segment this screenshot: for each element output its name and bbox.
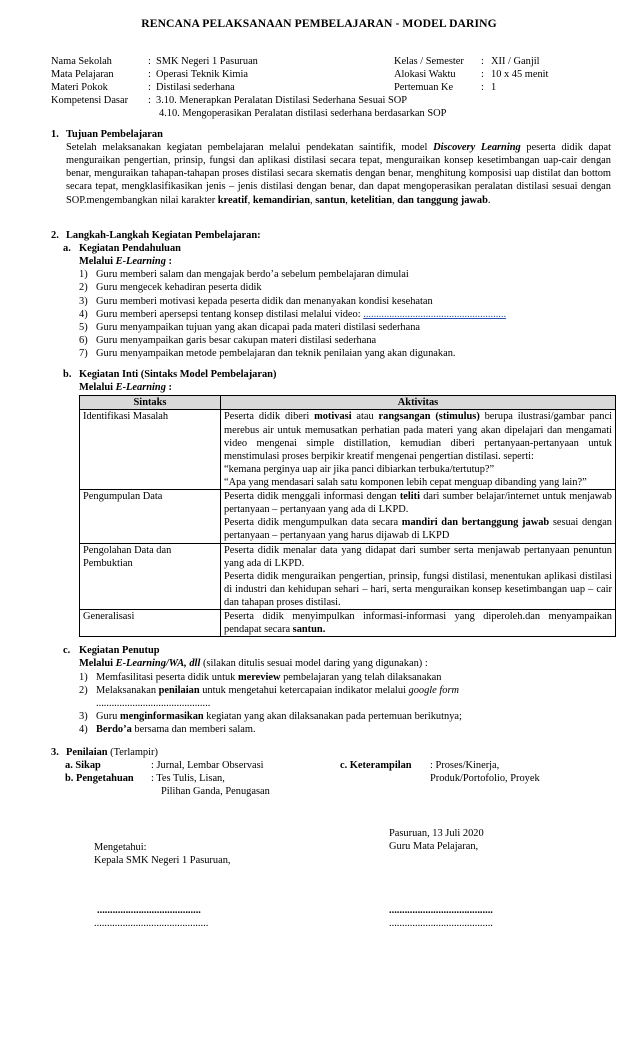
text: Melalui — [79, 382, 116, 394]
value: : Tes Tulis, Lisan, — [151, 773, 225, 785]
text: Setelah melaksanakan kegiatan pembelajaran melalui pendekatan saintifik, model — [66, 142, 434, 154]
list-item: 3) Guru memberi motivasi kepada peserta didik dan menanyakan kondisi kesehatan — [79, 295, 433, 307]
signature-line-kepala — [94, 904, 297, 930]
text: mereview — [237, 671, 281, 683]
via-line — [79, 255, 611, 268]
sikap-row — [65, 759, 340, 772]
aktivitas-cell — [221, 610, 616, 637]
karakter-tanggung-jawab: dan tanggung jawab — [397, 194, 488, 206]
colon: : — [148, 69, 151, 80]
section-number: 3. — [51, 747, 59, 759]
text: Guru — [96, 710, 120, 722]
text: rangsangan (stimulus) — [378, 411, 480, 423]
label-mata-pelajaran: Mata Pelajaran — [51, 69, 114, 80]
section-title — [51, 746, 611, 759]
text: E-Learning — [115, 382, 166, 394]
signature-guru — [389, 827, 589, 853]
section-title — [51, 128, 611, 141]
value-alokasi: 10 x 45 menit — [491, 69, 549, 80]
header-row-kd — [51, 94, 611, 120]
table-header — [80, 396, 616, 410]
section-langkah — [51, 229, 611, 798]
text: penilaian — [158, 684, 200, 696]
text: Peserta didik menggali informasi dengan — [224, 491, 400, 503]
colon: : — [481, 56, 484, 67]
label-alokasi: Alokasi Waktu — [394, 69, 456, 80]
section-heading: Tujuan Pembelajaran — [66, 129, 163, 140]
colon: : — [481, 82, 484, 93]
section-number: 1. — [51, 129, 59, 140]
place-date: Pasuruan, 13 Juli 2020 — [389, 828, 484, 839]
sep: , — [392, 194, 398, 206]
table-row — [80, 610, 616, 637]
text: Memfasilitasi peserta didik untuk — [96, 671, 238, 683]
text: E-Learning — [115, 256, 166, 268]
kd-values — [156, 94, 446, 120]
value-nama-sekolah: SMK Negeri 1 Pasuruan — [156, 56, 258, 67]
aktivitas-cell — [221, 410, 616, 490]
penutup-list — [79, 671, 611, 737]
list-item: 1) Memfasilitasi peserta didik untuk mereview pembelajaran yang telah dilaksanakan — [79, 671, 442, 683]
value: Pilihan Ganda, Penugasan — [161, 786, 270, 798]
label: b. Pengetahuan — [65, 773, 134, 785]
label-kelas: Kelas / Semester — [394, 56, 464, 67]
list-item-text: Guru menyampaikan metode pembelajaran dan teknik penilaian yang akan digunakan. — [96, 347, 456, 359]
text: berupa ilustrasi/gambar panci merebus air untuk memusatkan perhatian pada materi yang akan dipelajari dan mengamati video mengenai simple distillation, kemudian diberi pertanyaan-pertanyaan untuk menstimulasi proses berpikir kreatif mengenai pengertian distilasi. seperti: — [224, 411, 612, 462]
text: untuk mengetahui ketercapaian indikator melalui — [199, 684, 409, 696]
column-header-sintaks: Sintaks — [80, 396, 221, 410]
text: santun. — [292, 624, 326, 636]
text: Pembuktian — [83, 557, 133, 569]
kepala-title: Kepala SMK Negeri 1 Pasuruan, — [94, 855, 231, 867]
text: mandiri dan bertanggung jawab — [401, 517, 550, 529]
list-item: 7) Guru menyampaikan metode pembelajaran dan teknik penilaian yang akan digunakan. — [79, 347, 456, 359]
mengetahui: Mengetahui: — [94, 842, 147, 853]
guru-title: Guru Mata Pelajaran, — [389, 841, 479, 853]
sintaks-cell — [80, 543, 221, 610]
subsection-heading: Kegiatan Penutup — [79, 645, 160, 657]
sep: , — [345, 194, 351, 206]
value-materi-pokok: Distilasi sederhana — [156, 82, 235, 93]
list-item-text: Guru mengecek kehadiran peserta didik — [96, 282, 262, 294]
sintaks-cell: Generalisasi — [80, 610, 221, 637]
text: atau — [351, 411, 379, 423]
table-row — [80, 410, 616, 490]
section-title — [51, 229, 611, 242]
label-pertemuan: Pertemuan Ke — [394, 82, 454, 93]
label-materi-pokok: Materi Pokok — [51, 82, 108, 93]
value-kelas: XII / Ganjil — [491, 56, 540, 67]
text: (Terlampir) — [107, 747, 158, 759]
section-penilaian — [51, 746, 611, 798]
table-row — [80, 543, 616, 610]
sintaks-cell: Identifikasi Masalah — [80, 410, 221, 490]
list-item: 4) Guru memberi apersepsi tentang konsep distilasi melalui video: ....................................................... — [79, 308, 507, 320]
list-item: 4) Berdo’a bersama dan memberi salam. — [79, 723, 256, 735]
sintaks-table — [79, 395, 616, 637]
text: Peserta didik mengumpulkan data secara — [224, 517, 402, 529]
list-item: 3) Guru menginformasikan kegiatan yang akan dilaksanakan pada pertemuan berikutnya; — [79, 710, 462, 722]
question: “kemana perginya uap air jika panci dibiarkan terbuka/tertutup?” — [224, 463, 495, 475]
table-row — [80, 490, 616, 543]
sintaks-cell: Pengumpulan Data — [80, 490, 221, 543]
text: Peserta didik menguraikan pengertian, prinsip, fungsi distilasi, menentukan aplikasi distilasi di industri dan kehidupan sehari – hari, serta menguraikan konsep kesetimbangan uap – cair dan tahapan proses distilasi. — [224, 570, 612, 608]
subsection-title — [63, 644, 611, 657]
text: (silakan ditulis sesuai model daring yang digunakan) : — [200, 658, 428, 670]
header-row-3 — [51, 81, 611, 94]
kegiatan-penutup — [63, 644, 611, 736]
value-mata-pelajaran: Operasi Teknik Kimia — [156, 69, 248, 80]
sep: , — [247, 194, 253, 206]
subsection-number: b. — [63, 369, 72, 381]
nip-line: ........................................ — [389, 918, 493, 930]
kegiatan-inti — [63, 368, 611, 394]
nip-line: ............................................ — [94, 918, 209, 930]
model-name: Discovery Learning — [433, 142, 521, 154]
signature-kepala — [94, 841, 294, 867]
list-item-text: Guru memberi motivasi kepada peserta didik dan menanyakan kondisi kesehatan — [96, 295, 433, 307]
list-item-text: Guru menyampaikan tujuan yang akan dicapai pada materi distilasi sederhana — [96, 321, 421, 333]
name-line: ........................................ — [97, 905, 201, 916]
kd-4-10: 4.10. Mengoperasikan Peralatan distilasi sederhana berdasarkan SOP — [159, 108, 447, 120]
via-line — [79, 657, 611, 670]
text: kegiatan yang akan dilaksanakan pada pertemuan berikutnya; — [203, 710, 462, 722]
penilaian-col-2 — [340, 759, 611, 798]
karakter-kemandirian: kemandirian — [252, 194, 310, 206]
section-number: 2. — [51, 230, 59, 241]
subsection-title — [63, 242, 611, 255]
list-item: 6) Guru menyampaikan garis besar cakupan materi distilasi sederhana — [79, 334, 377, 346]
text: peserta didik dapat menguraikan pengertian, prinsip, fungsi dan aplikasi distilasi secara tepat, menguraikan konsep kesetimbangan uap-cair dengan benar, menguraikan tahapan-tahapan proses distilasi secara skematis dengan benar, menghitung komposisi uap distilat dan bottom secara tepat, mengklasifikasikan jenis – jenis distilasi dengan benar, dan dapat mengoperasikan peralatan distilasi sesuai dengan SOP.mengembangkan nilai karakter — [66, 142, 611, 206]
aktivitas-cell — [221, 490, 616, 543]
pengetahuan-row-2 — [65, 785, 340, 798]
text: Berdo’a — [96, 723, 132, 735]
colon: : — [148, 56, 151, 67]
question: “Apa yang mendasari salah satu komponen lebih cepat menguap dibanding yang lain?” — [224, 476, 587, 488]
colon: : — [481, 69, 484, 80]
section-heading: Penilaian — [66, 747, 108, 759]
value: : Jurnal, Lembar Observasi — [151, 760, 264, 772]
sep: , — [309, 194, 316, 206]
colon: : — [148, 95, 151, 106]
text: pembelajaran yang telah dilaksanakan — [280, 671, 442, 683]
header-row-2 — [51, 68, 611, 81]
text: dari sumber belajar/internet untuk menjawab pertanyaan – pertanyaan yang ada di LKPD. — [224, 491, 612, 516]
tujuan-paragraph — [66, 141, 611, 207]
text: : — [165, 256, 172, 268]
via-line — [79, 381, 611, 394]
name-line: ........................................ — [389, 905, 493, 916]
text: E-Learning/WA, dll — [115, 658, 201, 670]
text: Peserta didik menyimpulkan informasi-informasi yang diperoleh.dan menyampaikan pendapat secara — [224, 611, 612, 636]
keterampilan-row — [340, 759, 611, 772]
penilaian-grid — [65, 759, 611, 798]
subsection-title — [63, 368, 611, 381]
section-tujuan — [51, 128, 611, 207]
pendahuluan-list — [79, 268, 611, 360]
signature-line-guru — [389, 904, 589, 930]
list-item-text: Guru memberi salam dan mengajak berdo’a sebelum pembelajaran dimulai — [96, 269, 409, 281]
column-header-aktivitas: Aktivitas — [221, 396, 616, 410]
text: motivasi — [314, 411, 352, 423]
text: : — [165, 382, 172, 394]
value: : Proses/Kinerja, — [430, 760, 500, 772]
text: . — [487, 194, 491, 206]
text: sesuai dengan pertanyaan – pertanyaan yang harus dijawab di LKPD — [224, 517, 612, 542]
text: google form — [408, 684, 460, 696]
list-item-text: Guru menyampaikan garis besar cakupan materi distilasi sederhana — [96, 334, 377, 346]
pengetahuan-row — [65, 772, 340, 785]
label-kompetensi-dasar: Kompetensi Dasar — [51, 95, 129, 106]
list-item: 5) Guru menyampaikan tujuan yang akan dicapai pada materi distilasi sederhana — [79, 321, 421, 333]
page-title: RENCANA PELAKSANAAN PEMBELAJARAN - MODEL DARING — [141, 17, 497, 30]
text: bersama dan memberi salam. — [131, 723, 256, 735]
karakter-kreatif: kreatif — [217, 194, 248, 206]
text: Melaksanakan — [96, 684, 159, 696]
list-item: 2) Melaksanakan penilaian untuk mengetahui ketercapaian indikator melalui google form ............................................ — [79, 684, 460, 709]
karakter-santun: santun — [315, 194, 346, 206]
label: c. Keterampilan — [340, 760, 412, 772]
subsection-number: c. — [63, 645, 71, 657]
aktivitas-cell — [221, 543, 616, 610]
subsection-heading: Kegiatan Pendahuluan — [79, 243, 181, 255]
karakter-ketelitian: ketelitian — [350, 194, 392, 206]
label: a. Sikap — [65, 760, 101, 772]
video-link[interactable]: ....................................................... — [363, 308, 507, 320]
form-link-dots: ............................................ — [96, 697, 211, 709]
colon: : — [148, 82, 151, 93]
value-pertemuan: 1 — [491, 82, 497, 93]
header-row-1 — [51, 55, 611, 68]
list-item-text: Guru memberi apersepsi tentang konsep distilasi melalui video: — [96, 308, 364, 320]
list-item: 1) Guru memberi salam dan mengajak berdo’a sebelum pembelajaran dimulai — [79, 269, 409, 281]
list-item: 2) Guru mengecek kehadiran peserta didik — [79, 282, 262, 294]
subsection-heading: Kegiatan Inti (Sintaks Model Pembelajaran) — [79, 369, 277, 381]
subsection-number: a. — [63, 243, 71, 255]
text: Melalui — [79, 256, 116, 268]
text: teliti — [399, 491, 421, 503]
identity-header — [51, 55, 611, 120]
kd-3-10: 3.10. Menerapkan Peralatan Distilasi Sederhana Sesuai SOP — [156, 95, 408, 106]
text: Peserta didik diberi — [224, 411, 315, 423]
label-nama-sekolah: Nama Sekolah — [51, 56, 112, 67]
text: Peserta didik menalar data yang didapat dari sumber serta menjawab pertanyaan penuntun yang ada di LKPD. — [224, 544, 612, 569]
text: Melalui — [79, 658, 116, 670]
text: Pengolahan Data dan — [83, 544, 172, 556]
section-heading: Langkah-Langkah Kegiatan Pembelajaran: — [66, 230, 261, 241]
value: Produk/Portofolio, Proyek — [430, 773, 540, 785]
keterampilan-row-2 — [340, 772, 611, 785]
text: menginformasikan — [119, 710, 204, 722]
kegiatan-pendahuluan — [63, 242, 611, 360]
penilaian-col-1 — [65, 759, 340, 798]
